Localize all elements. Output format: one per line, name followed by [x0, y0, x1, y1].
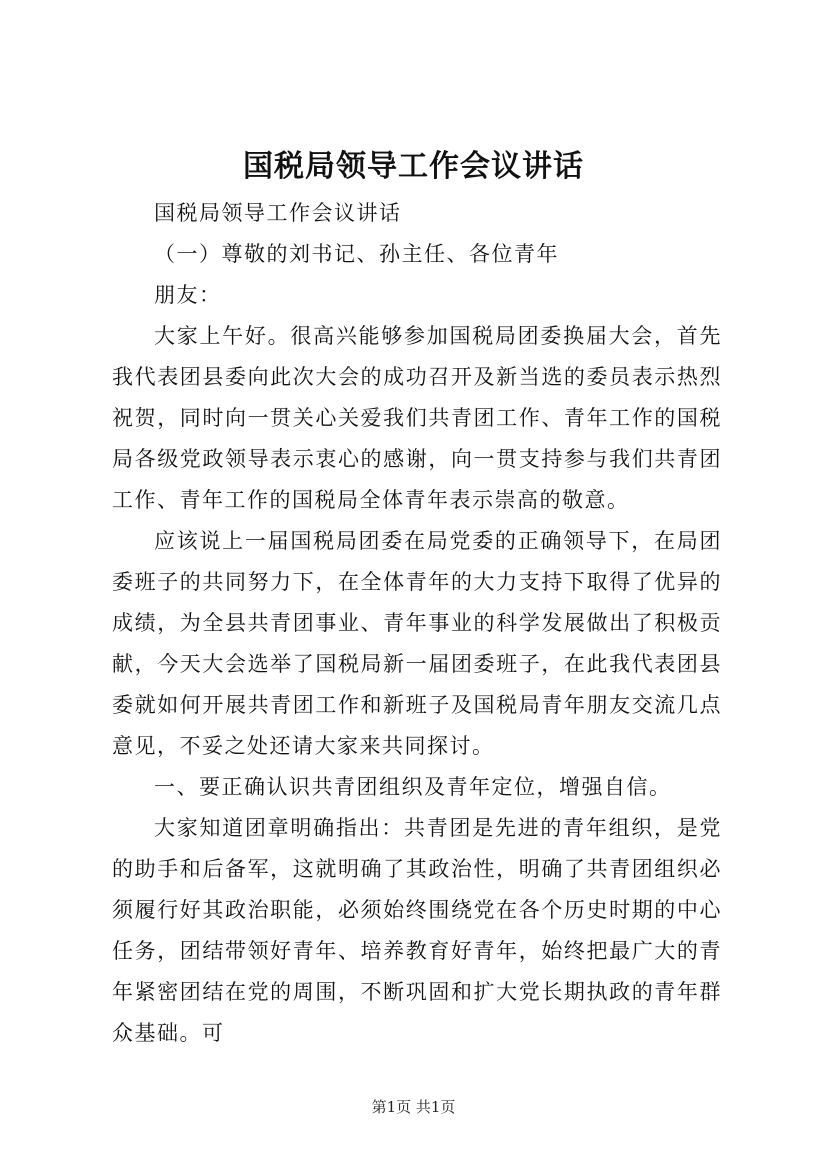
- document-title: 国税局领导工作会议讲话: [243, 149, 584, 184]
- paragraph-salutation-1: （一）尊敬的刘书记、孙主任、各位青年: [154, 242, 559, 266]
- document-body: [112, 193, 722, 1054]
- paragraph-salutation-2: 朋友：: [154, 283, 222, 307]
- paragraph-review: 应该说上一届国税局团委在局党委的正确领导下，在局团委班子的共同努力下，在全体青年的大力支持下取得了优异的成绩，为全县共青团事业、青年事业的科学发展做出了积极贡献，今天大会选举了国税局新一届团委班子，在此我代表团县委就如何开展共青团工作和新班子及国税局青年朋友交流几点意见，不妥之处还请大家来共同探讨。: [112, 529, 722, 758]
- paragraph-subtitle: 国税局领导工作会议讲话: [154, 201, 402, 225]
- page-number-footer: 第1页 共1页: [371, 1098, 456, 1116]
- paragraph-charter: 大家知道团章明确指出：共青团是先进的青年组织，是党的助手和后备军，这就明确了其政治性，明确了共青团组织必须履行好其政治职能，必须始终围绕党在各个历史时期的中心任务，团结带领好青年、培养教育好青年，始终把最广大的青年紧密团结在党的周围，不断巩固和扩大党长期执政的青年群众基础。可: [112, 816, 722, 1045]
- section-heading-1: 一、要正确认识共青团组织及青年定位，增强自信。: [154, 775, 672, 799]
- paragraph-greeting: 大家上午好。很高兴能够参加国税局团委换届大会，首先我代表团县委向此次大会的成功召开及新当选的委员表示热烈祝贺，同时向一贯关心关爱我们共青团工作、青年工作的国税局各级党政领导表示衷心的感谢，向一贯支持参与我们共青团工作、青年工作的国税局全体青年表示崇高的敬意。: [112, 324, 722, 512]
